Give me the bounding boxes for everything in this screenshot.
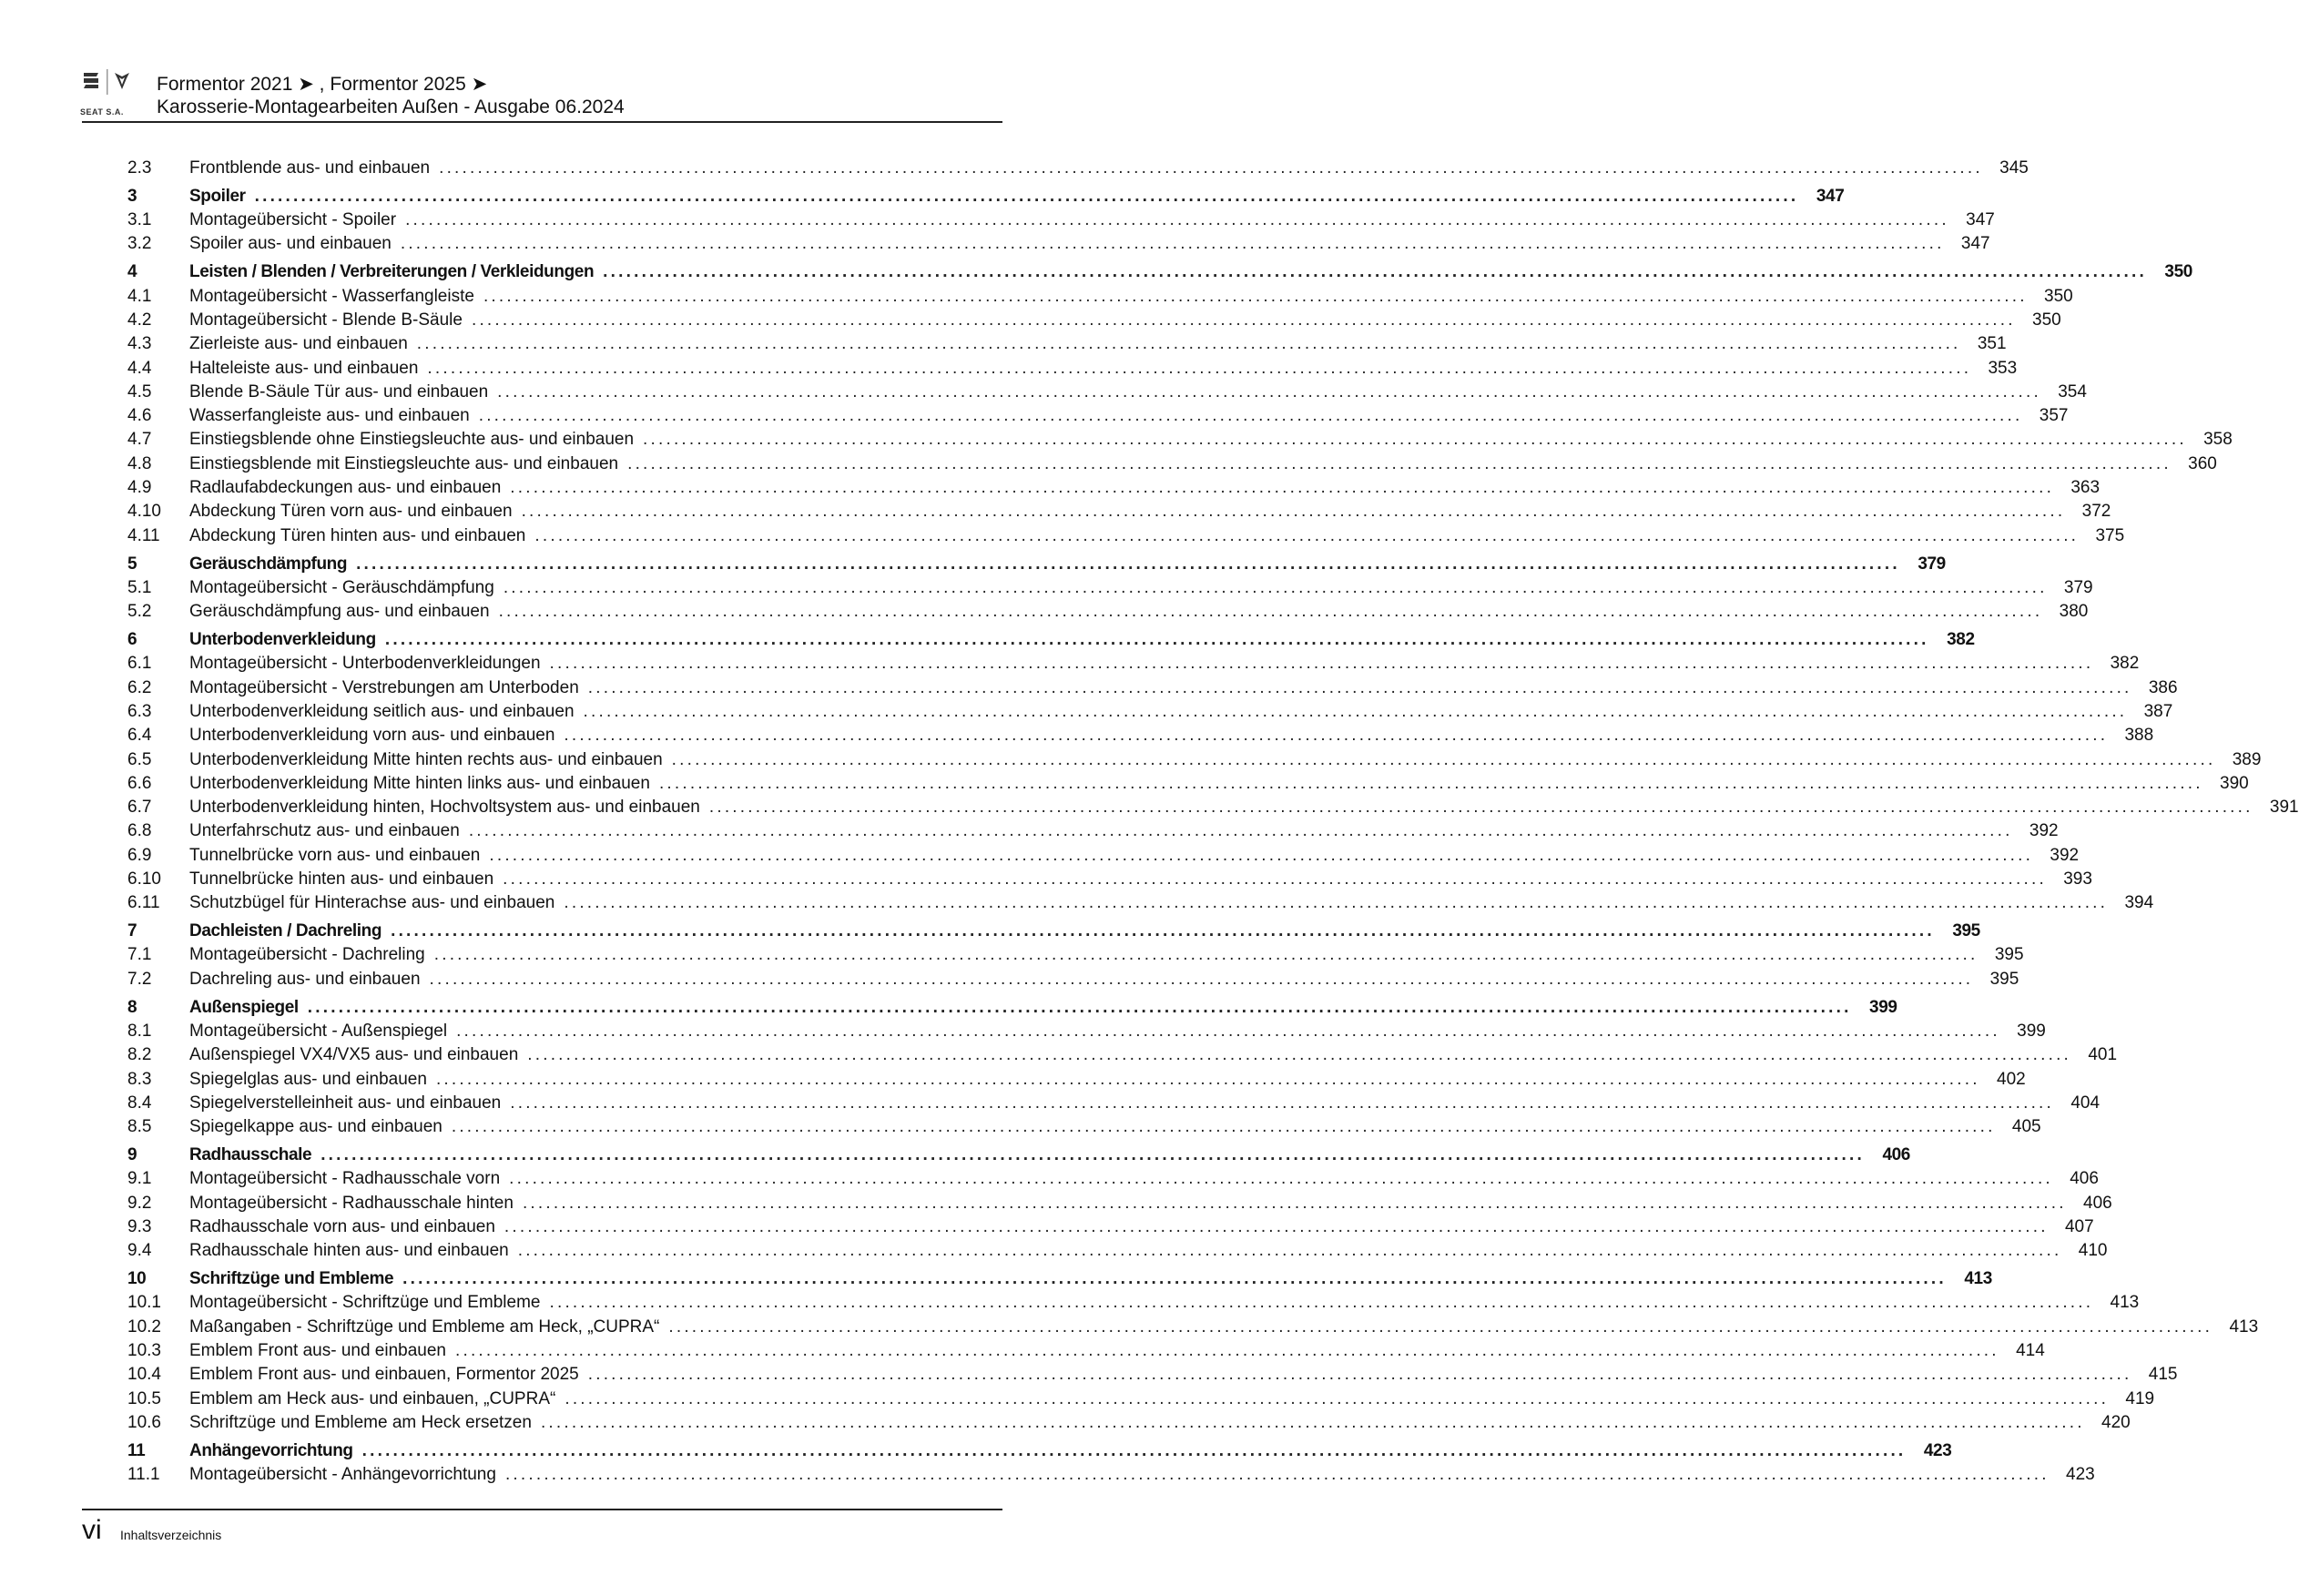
toc-entry-page: 358 bbox=[2203, 430, 2233, 450]
toc-section-entry[interactable] bbox=[127, 1440, 1952, 1465]
toc-dot-leader: ........................................................................................................................................................................................................ bbox=[435, 1069, 1980, 1089]
toc-section-entry[interactable] bbox=[127, 997, 1897, 1022]
toc-dot-leader: ........................................................................................................................................................................................................ bbox=[478, 406, 2023, 426]
toc-entry-page: 380 bbox=[2059, 602, 2089, 622]
toc-entry[interactable] bbox=[127, 1293, 2140, 1316]
header-rule bbox=[82, 121, 1002, 123]
toc-entry-number: 10.2 bbox=[127, 1316, 161, 1337]
toc-entry-page: 395 bbox=[1952, 921, 1980, 941]
toc-dot-leader: ........................................................................................................................................................................................................ bbox=[361, 1440, 1907, 1460]
toc-dot-leader: ........................................................................................................................................................................................................ bbox=[671, 749, 2216, 769]
toc-entry[interactable] bbox=[127, 1045, 2118, 1069]
toc-entry[interactable] bbox=[127, 406, 2069, 430]
toc-entry[interactable] bbox=[127, 1316, 2259, 1341]
toc-entry-number: 7 bbox=[127, 921, 137, 941]
toc-entry-page: 395 bbox=[1989, 969, 2019, 989]
toc-entry-title: Schutzbügel für Hinterachse aus- und einbauen bbox=[189, 893, 555, 913]
toc-entry-title: Radhausschale vorn aus- und einbauen bbox=[189, 1216, 495, 1236]
toc-dot-leader: ........................................................................................................................................................................................................ bbox=[708, 798, 2253, 818]
toc-entry-title: Montageübersicht - Dachreling bbox=[189, 945, 425, 965]
toc-entry-number: 9.1 bbox=[127, 1169, 152, 1189]
toc-entry-title: Geräuschdämpfung bbox=[189, 554, 348, 574]
toc-entry-number: 11 bbox=[127, 1440, 146, 1460]
toc-section-entry[interactable] bbox=[127, 630, 1975, 654]
toc-section-entry[interactable] bbox=[127, 554, 1946, 578]
toc-entry-page: 401 bbox=[2088, 1045, 2118, 1065]
toc-dot-leader: ........................................................................................................................................................................................................ bbox=[433, 945, 1979, 965]
toc-entry[interactable] bbox=[127, 1193, 2112, 1217]
toc-entry[interactable] bbox=[127, 358, 2018, 382]
toc-section-entry[interactable] bbox=[127, 262, 2192, 286]
toc-dot-leader: ........................................................................................................................................................................................................ bbox=[549, 654, 2094, 674]
toc-entry-title: Unterbodenverkleidung Mitte hinten links aus- und einbauen bbox=[189, 773, 650, 793]
toc-entry-title: Radhausschale bbox=[189, 1145, 312, 1165]
toc-entry-number: 4.9 bbox=[127, 478, 152, 498]
toc-entry-title: Montageübersicht - Geräuschdämpfung bbox=[189, 577, 494, 597]
toc-entry-page: 395 bbox=[1994, 945, 2024, 965]
toc-dot-leader: ........................................................................................................................................................................................................ bbox=[498, 602, 2043, 622]
toc-dot-leader: ........................................................................................................................................................................................................ bbox=[254, 186, 1799, 206]
toc-entry-title: Radlaufabdeckungen aus- und einbauen bbox=[189, 478, 502, 498]
toc-entry-page: 402 bbox=[1997, 1069, 2026, 1089]
toc-entry-title: Emblem Front aus- und einbauen bbox=[189, 1341, 446, 1360]
toc-entry-number: 3.2 bbox=[127, 234, 152, 254]
toc-dot-leader: ........................................................................................................................................................................................................ bbox=[603, 262, 2147, 282]
toc-entry-title: Montageübersicht - Spoiler bbox=[189, 210, 397, 230]
toc-entry-number: 6.8 bbox=[127, 821, 152, 841]
toc-entry-title: Unterbodenverkleidung hinten, Hochvoltsystem aus- und einbauen bbox=[189, 798, 700, 818]
toc-entry-number: 3.1 bbox=[127, 210, 152, 230]
toc-entry-page: 413 bbox=[2110, 1293, 2140, 1313]
toc-entry-page: 372 bbox=[2081, 502, 2111, 522]
toc-entry-page: 382 bbox=[1947, 630, 1975, 650]
toc-entry-title: Emblem am Heck aus- und einbauen, „CUPRA“ bbox=[189, 1388, 556, 1408]
toc-entry-title: Schriftzüge und Embleme bbox=[189, 1269, 394, 1289]
toc-dot-leader: ........................................................................................................................................................................................................ bbox=[510, 478, 2055, 498]
toc-entry-number: 4 bbox=[127, 262, 137, 282]
toc-entry[interactable] bbox=[127, 1069, 2026, 1093]
toc-dot-leader: ........................................................................................................................................................................................................ bbox=[429, 969, 1974, 989]
toc-entry-page: 413 bbox=[2229, 1316, 2259, 1337]
toc-entry-number: 4.11 bbox=[127, 525, 160, 545]
toc-entry[interactable] bbox=[127, 286, 2073, 310]
toc-entry-title: Tunnelbrücke vorn aus- und einbauen bbox=[189, 845, 481, 865]
toc-entry-page: 393 bbox=[2063, 869, 2092, 889]
toc-entry[interactable] bbox=[127, 577, 2093, 602]
toc-entry-page: 347 bbox=[1960, 234, 1990, 254]
toc-section-entry[interactable] bbox=[127, 1269, 1992, 1293]
toc-entry-title: Außenspiegel VX4/VX5 aus- und einbauen bbox=[189, 1045, 519, 1065]
toc-entry[interactable] bbox=[127, 701, 2173, 726]
toc-entry-title: Spiegelverstelleinheit aus- und einbauen bbox=[189, 1093, 502, 1113]
toc-entry[interactable] bbox=[127, 654, 2140, 677]
toc-dot-leader: ........................................................................................................................................................................................................ bbox=[534, 525, 2080, 545]
toc-entry-title: Unterbodenverkleidung seitlich aus- und einbauen bbox=[189, 701, 575, 721]
toc-entry-title: Einstiegsblende ohne Einstiegsleuchte aus- und einbauen bbox=[189, 430, 635, 450]
toc-entry-page: 357 bbox=[2039, 406, 2069, 426]
toc-dot-leader: ........................................................................................................................................................................................................ bbox=[483, 286, 2028, 306]
toc-entry[interactable] bbox=[127, 502, 2111, 525]
toc-entry-page: 386 bbox=[2148, 677, 2178, 697]
toc-entry-number: 8.3 bbox=[127, 1069, 152, 1089]
toc-entry-number: 11.1 bbox=[127, 1465, 160, 1485]
toc-entry-number: 5.2 bbox=[127, 602, 152, 622]
toc-dot-leader: ........................................................................................................................................................................................................ bbox=[540, 1412, 2085, 1432]
toc-entry[interactable] bbox=[127, 334, 2007, 358]
toc-dot-leader: ........................................................................................................................................................................................................ bbox=[455, 1341, 1999, 1360]
toc-dot-leader: ........................................................................................................................................................................................................ bbox=[384, 630, 1929, 650]
toc-entry-page: 363 bbox=[2070, 478, 2101, 498]
toc-entry[interactable] bbox=[127, 726, 2154, 749]
toc-entry-page: 347 bbox=[1966, 210, 1995, 230]
toc-entry-number: 6.9 bbox=[127, 845, 152, 865]
toc-entry-page: 394 bbox=[2124, 893, 2154, 913]
toc-entry-number: 4.4 bbox=[127, 358, 152, 378]
toc-entry-page: 423 bbox=[2066, 1465, 2095, 1485]
toc-entry[interactable] bbox=[127, 381, 2087, 406]
header-models: Formentor 2021 ➤ , Formentor 2025 ➤ bbox=[157, 74, 488, 95]
toc-entry-number: 4.8 bbox=[127, 453, 152, 473]
toc-entry-number: 6 bbox=[127, 630, 137, 650]
toc-dot-leader: ........................................................................................................................................................................................................ bbox=[564, 726, 2109, 746]
document-header bbox=[157, 73, 625, 118]
toc-entry-page: 350 bbox=[2164, 262, 2192, 282]
toc-entry[interactable] bbox=[127, 478, 2101, 502]
toc-entry-number: 6.1 bbox=[127, 654, 152, 674]
toc-entry-number: 10.6 bbox=[127, 1412, 161, 1432]
toc-entry-page: 353 bbox=[1988, 358, 2018, 378]
toc-dot-leader: ........................................................................................................................................................................................................ bbox=[504, 1216, 2049, 1236]
toc-dot-leader: ........................................................................................................................................................................................................ bbox=[509, 1169, 2053, 1189]
toc-entry-title: Montageübersicht - Verstrebungen am Unterboden bbox=[189, 677, 579, 697]
toc-dot-leader: ........................................................................................................................................................................................................ bbox=[405, 210, 1949, 230]
toc-entry-page: 414 bbox=[2016, 1341, 2045, 1360]
toc-dot-leader: ........................................................................................................................................................................................................ bbox=[471, 310, 2016, 330]
toc-entry-number: 5.1 bbox=[127, 577, 152, 597]
toc-entry-page: 391 bbox=[2269, 798, 2299, 818]
toc-entry-number: 9 bbox=[127, 1145, 137, 1165]
toc-entry-page: 379 bbox=[2063, 577, 2093, 597]
toc-entry[interactable] bbox=[127, 749, 2262, 774]
toc-entry[interactable] bbox=[127, 1169, 2099, 1193]
toc-entry-page: 392 bbox=[2050, 845, 2080, 865]
toc-entry[interactable] bbox=[127, 1412, 2131, 1437]
toc-entry[interactable] bbox=[127, 821, 2059, 845]
toc-entry[interactable] bbox=[127, 1341, 2045, 1365]
toc-dot-leader: ........................................................................................................................................................................................................ bbox=[565, 1388, 2110, 1408]
toc-entry-page: 407 bbox=[2064, 1216, 2094, 1236]
toc-entry-page: 404 bbox=[2070, 1093, 2101, 1113]
toc-entry-page: 406 bbox=[1882, 1145, 1910, 1165]
toc-dot-leader: ........................................................................................................................................................................................................ bbox=[503, 577, 2048, 597]
toc-entry-title: Blende B-Säule Tür aus- und einbauen bbox=[189, 381, 489, 402]
toc-entry[interactable] bbox=[127, 677, 2178, 702]
toc-dot-leader: ........................................................................................................................................................................................................ bbox=[416, 334, 1961, 354]
toc-entry-number: 6.3 bbox=[127, 701, 152, 721]
toc-dot-leader: ........................................................................................................................................................................................................ bbox=[587, 1365, 2132, 1385]
header-manual-title: Karosserie-Montagearbeiten Außen - Ausgabe 06.2024 bbox=[157, 97, 625, 117]
toc-entry-title: Maßangaben - Schriftzüge und Embleme am Heck, „CUPRA“ bbox=[189, 1316, 660, 1337]
toc-entry-title: Geräuschdämpfung aus- und einbauen bbox=[189, 602, 490, 622]
toc-entry-page: 413 bbox=[1964, 1269, 1992, 1289]
toc-entry-title: Abdeckung Türen hinten aus- und einbauen bbox=[189, 525, 526, 545]
toc-entry-number: 6.7 bbox=[127, 798, 152, 818]
toc-entry-title: Dachreling aus- und einbauen bbox=[189, 969, 421, 989]
toc-dot-leader: ........................................................................................................................................................................................................ bbox=[517, 1241, 2062, 1261]
toc-entry-number: 2.3 bbox=[127, 158, 152, 178]
toc-dot-leader: ........................................................................................................................................................................................................ bbox=[510, 1093, 2055, 1113]
toc-entry[interactable] bbox=[127, 969, 2019, 993]
toc-entry-title: Spoiler bbox=[189, 186, 246, 206]
toc-entry-page: 350 bbox=[2032, 310, 2061, 330]
toc-entry-title: Montageübersicht - Anhängevorrichtung bbox=[189, 1465, 496, 1485]
toc-entry[interactable] bbox=[127, 1093, 2101, 1117]
toc-entry-number: 7.1 bbox=[127, 945, 152, 965]
toc-dot-leader: ........................................................................................................................................................................................................ bbox=[658, 773, 2203, 793]
toc-entry-number: 8.4 bbox=[127, 1093, 152, 1113]
toc-entry-page: 423 bbox=[1923, 1440, 1952, 1460]
toc-entry-number: 10.1 bbox=[127, 1293, 161, 1313]
toc-entry-title: Leisten / Blenden / Verbreiterungen / Verkleidungen bbox=[189, 262, 595, 282]
toc-entry[interactable] bbox=[127, 869, 2092, 893]
toc-dot-leader: ........................................................................................................................................................................................................ bbox=[583, 701, 2128, 721]
toc-dot-leader: ........................................................................................................................................................................................................ bbox=[587, 677, 2132, 697]
toc-entry[interactable] bbox=[127, 845, 2080, 869]
toc-dot-leader: ........................................................................................................................................................................................................ bbox=[400, 234, 1945, 254]
toc-entry-number: 3 bbox=[127, 186, 137, 206]
toc-entry[interactable] bbox=[127, 602, 2089, 625]
toc-entry-title: Abdeckung Türen vorn aus- und einbauen bbox=[189, 502, 513, 522]
toc-entry-title: Tunnelbrücke hinten aus- und einbauen bbox=[189, 869, 494, 889]
toc-entry-title: Zierleiste aus- und einbauen bbox=[189, 334, 408, 354]
toc-entry-number: 8 bbox=[127, 997, 137, 1017]
toc-dot-leader: ........................................................................................................................................................................................................ bbox=[456, 1021, 2000, 1041]
toc-entry-page: 389 bbox=[2232, 749, 2262, 769]
toc-entry-page: 354 bbox=[2058, 381, 2087, 402]
toc-entry-number: 6.10 bbox=[127, 869, 161, 889]
toc-entry[interactable] bbox=[127, 1241, 2108, 1265]
toc-entry-title: Radhausschale hinten aus- und einbauen bbox=[189, 1241, 509, 1261]
toc-entry-title: Anhängevorrichtung bbox=[189, 1440, 353, 1460]
toc-entry-number: 8.5 bbox=[127, 1117, 152, 1137]
toc-entry-title: Einstiegsblende mit Einstiegsleuchte aus- und einbauen bbox=[189, 453, 619, 473]
toc-entry[interactable] bbox=[127, 1021, 2046, 1045]
toc-entry-number: 6.6 bbox=[127, 773, 152, 793]
toc-entry-page: 399 bbox=[1869, 997, 1897, 1017]
toc-dot-leader: ........................................................................................................................................................................................................ bbox=[497, 381, 2041, 402]
toc-entry-number: 4.5 bbox=[127, 381, 152, 402]
toc-entry-title: Montageübersicht - Radhausschale hinten bbox=[189, 1193, 514, 1213]
toc-entry-number: 9.2 bbox=[127, 1193, 152, 1213]
toc-dot-leader: ........................................................................................................................................................................................................ bbox=[307, 997, 1852, 1017]
toc-entry-number: 4.6 bbox=[127, 406, 152, 426]
toc-entry-page: 406 bbox=[2083, 1193, 2112, 1213]
toc-entry[interactable] bbox=[127, 310, 2061, 334]
toc-entry-title: Unterbodenverkleidung vorn aus- und einbauen bbox=[189, 726, 555, 746]
toc-entry-title: Unterfahrschutz aus- und einbauen bbox=[189, 821, 460, 841]
toc-entry-title: Halteleiste aus- und einbauen bbox=[189, 358, 419, 378]
footer-page-number: vi bbox=[82, 1515, 102, 1545]
toc-dot-leader: ........................................................................................................................................................................................................ bbox=[356, 554, 1900, 574]
toc-entry-page: 399 bbox=[2017, 1021, 2046, 1041]
toc-entry-title: Unterbodenverkleidung Mitte hinten rechts aus- und einbauen bbox=[189, 749, 663, 769]
toc-entry-page: 406 bbox=[2070, 1169, 2099, 1189]
toc-entry-number: 6.2 bbox=[127, 677, 152, 697]
toc-entry-title: Montageübersicht - Wasserfangleiste bbox=[189, 286, 474, 306]
toc-entry-page: 382 bbox=[2110, 654, 2140, 674]
toc-entry-title: Spiegelkappe aus- und einbauen bbox=[189, 1117, 443, 1137]
footer-rule bbox=[82, 1509, 1002, 1510]
toc-entry-number: 4.1 bbox=[127, 286, 152, 306]
toc-entry-page: 351 bbox=[1977, 334, 2007, 354]
toc-entry-page: 360 bbox=[2188, 453, 2217, 473]
toc-entry[interactable] bbox=[127, 1117, 2041, 1141]
toc-dot-leader: ........................................................................................................................................................................................................ bbox=[627, 453, 2172, 473]
toc-section-entry[interactable] bbox=[127, 186, 1845, 210]
toc-dot-leader: ........................................................................................................................................................................................................ bbox=[521, 502, 2066, 522]
toc-entry-number: 10 bbox=[127, 1269, 147, 1289]
toc-entry-number: 9.4 bbox=[127, 1241, 152, 1261]
footer-section-title: Inhaltsverzeichnis bbox=[120, 1528, 222, 1542]
toc-entry-number: 6.4 bbox=[127, 726, 152, 746]
toc-entry-page: 419 bbox=[2125, 1388, 2155, 1408]
toc-entry-title: Schriftzüge und Embleme am Heck ersetzen bbox=[189, 1412, 532, 1432]
toc-entry-number: 4.7 bbox=[127, 430, 152, 450]
toc-dot-leader: ........................................................................................................................................................................................................ bbox=[427, 358, 1972, 378]
toc-section-entry[interactable] bbox=[127, 1145, 1910, 1169]
table-of-contents bbox=[127, 158, 2299, 1489]
toc-entry-title: Unterbodenverkleidung bbox=[189, 630, 376, 650]
toc-entry[interactable] bbox=[127, 525, 2125, 550]
toc-entry-title: Spoiler aus- und einbauen bbox=[189, 234, 392, 254]
toc-entry-title: Emblem Front aus- und einbauen, Formentor 2025 bbox=[189, 1365, 579, 1385]
toc-entry-page: 345 bbox=[1999, 158, 2029, 178]
toc-dot-leader: ........................................................................................................................................................................................................ bbox=[320, 1145, 1865, 1165]
toc-dot-leader: ........................................................................................................................................................................................................ bbox=[522, 1193, 2067, 1213]
toc-entry[interactable] bbox=[127, 1216, 2094, 1241]
toc-entry-page: 347 bbox=[1816, 186, 1845, 206]
toc-entry[interactable] bbox=[127, 1465, 2095, 1489]
toc-entry-number: 7.2 bbox=[127, 969, 152, 989]
toc-entry-number: 10.4 bbox=[127, 1365, 161, 1385]
toc-entry-page: 415 bbox=[2148, 1365, 2178, 1385]
toc-entry[interactable] bbox=[127, 1388, 2155, 1413]
toc-entry-page: 375 bbox=[2095, 525, 2125, 545]
toc-entry-title: Außenspiegel bbox=[189, 997, 299, 1017]
toc-dot-leader: ........................................................................................................................................................................................................ bbox=[504, 1465, 2050, 1485]
toc-dot-leader: ........................................................................................................................................................................................................ bbox=[439, 158, 1983, 178]
toc-entry-page: 388 bbox=[2124, 726, 2154, 746]
toc-entry-title: Dachleisten / Dachreling bbox=[189, 921, 382, 941]
toc-entry-page: 379 bbox=[1918, 554, 1946, 574]
toc-entry-number: 4.2 bbox=[127, 310, 152, 330]
toc-entry-page: 405 bbox=[2011, 1117, 2041, 1137]
toc-entry-number: 6.11 bbox=[127, 893, 160, 913]
toc-entry-page: 387 bbox=[2143, 701, 2173, 721]
toc-entry-page: 392 bbox=[2029, 821, 2059, 841]
toc-entry-title: Spiegelglas aus- und einbauen bbox=[189, 1069, 427, 1089]
toc-entry[interactable] bbox=[127, 430, 2233, 453]
toc-dot-leader: ........................................................................................................................................................................................................ bbox=[668, 1316, 2213, 1337]
toc-entry[interactable] bbox=[127, 798, 2299, 821]
toc-entry-number: 10.3 bbox=[127, 1341, 161, 1360]
toc-dot-leader: ........................................................................................................................................................................................................ bbox=[391, 921, 1935, 941]
toc-entry-number: 5 bbox=[127, 554, 137, 574]
toc-entry-page: 420 bbox=[2101, 1412, 2131, 1432]
toc-entry-title: Montageübersicht - Außenspiegel bbox=[189, 1021, 448, 1041]
toc-entry-title: Montageübersicht - Blende B-Säule bbox=[189, 310, 463, 330]
toc-entry-number: 8.1 bbox=[127, 1021, 152, 1041]
toc-dot-leader: ........................................................................................................................................................................................................ bbox=[527, 1045, 2072, 1065]
toc-entry-number: 10.5 bbox=[127, 1388, 161, 1408]
toc-entry[interactable] bbox=[127, 453, 2217, 478]
toc-entry-page: 410 bbox=[2078, 1241, 2108, 1261]
toc-entry-page: 390 bbox=[2220, 773, 2249, 793]
toc-section-entry[interactable] bbox=[127, 921, 1980, 945]
toc-entry-page: 350 bbox=[2044, 286, 2073, 306]
toc-dot-leader: ........................................................................................................................................................................................................ bbox=[451, 1117, 1996, 1137]
toc-entry[interactable] bbox=[127, 945, 2024, 969]
toc-entry-title: Montageübersicht - Schriftzüge und Embleme bbox=[189, 1293, 541, 1313]
toc-entry[interactable] bbox=[127, 1365, 2178, 1388]
toc-entry-title: Montageübersicht - Unterbodenverkleidungen bbox=[189, 654, 541, 674]
toc-entry-title: Wasserfangleiste aus- und einbauen bbox=[189, 406, 470, 426]
toc-dot-leader: ........................................................................................................................................................................................................ bbox=[564, 893, 2109, 913]
toc-entry-number: 8.2 bbox=[127, 1045, 152, 1065]
toc-entry-title: Montageübersicht - Radhausschale vorn bbox=[189, 1169, 501, 1189]
toc-entry-number: 9.3 bbox=[127, 1216, 152, 1236]
toc-entry[interactable] bbox=[127, 893, 2154, 917]
toc-entry-number: 4.3 bbox=[127, 334, 152, 354]
toc-entry-number: 4.10 bbox=[127, 502, 161, 522]
toc-dot-leader: ........................................................................................................................................................................................................ bbox=[643, 430, 2187, 450]
toc-entry[interactable] bbox=[127, 773, 2249, 798]
toc-dot-leader: ........................................................................................................................................................................................................ bbox=[468, 821, 2013, 841]
toc-dot-leader: ........................................................................................................................................................................................................ bbox=[489, 845, 2034, 865]
toc-dot-leader: ........................................................................................................................................................................................................ bbox=[503, 869, 2047, 889]
toc-entry[interactable] bbox=[127, 210, 1995, 234]
toc-entry-title: Frontblende aus- und einbauen bbox=[189, 158, 431, 178]
toc-dot-leader: ........................................................................................................................................................................................................ bbox=[402, 1269, 1947, 1289]
toc-entry-number: 6.5 bbox=[127, 749, 152, 769]
brand-label: SEAT S.A. bbox=[80, 107, 124, 117]
toc-entry[interactable] bbox=[127, 234, 1990, 258]
toc-dot-leader: ........................................................................................................................................................................................................ bbox=[549, 1293, 2094, 1313]
toc-entry[interactable] bbox=[127, 158, 2029, 182]
